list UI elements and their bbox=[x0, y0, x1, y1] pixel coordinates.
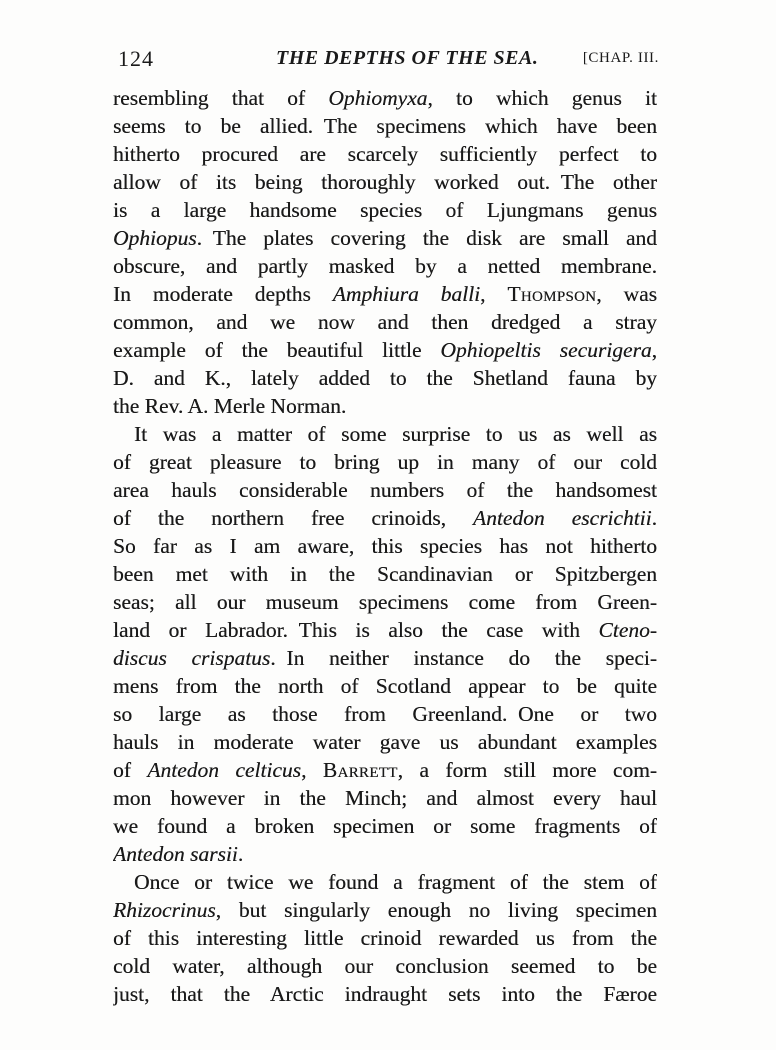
text-run: hitherto procured are scarcely sufficiently perfect to bbox=[113, 142, 657, 166]
text-run: obscure, and partly masked by a netted membrane. bbox=[113, 254, 657, 278]
body-line bbox=[113, 336, 657, 364]
text-run: D. and K., lately added to the Shetland fauna by bbox=[113, 366, 657, 390]
text-run: Ophiopeltis securigera bbox=[440, 338, 652, 362]
body-line bbox=[113, 812, 657, 840]
text-run: the Rev. A. Merle Norman. bbox=[113, 394, 347, 418]
text-block bbox=[113, 84, 657, 1008]
text-run: , bbox=[480, 282, 508, 306]
text-run: . bbox=[237, 842, 244, 866]
text-run: mens from the north of Scotland appear to be quite bbox=[113, 674, 657, 698]
body-line bbox=[113, 364, 657, 392]
text-run: Cteno- bbox=[598, 618, 657, 642]
text-run: It was a matter of some surprise to us as well as bbox=[134, 422, 657, 446]
text-run: seas; all our museum specimens come from Green- bbox=[113, 590, 657, 614]
body-line bbox=[113, 616, 657, 644]
text-run: . The plates covering the disk are small and bbox=[196, 226, 657, 250]
page-header bbox=[0, 0, 776, 80]
text-run: . In neither instance do the speci- bbox=[270, 646, 657, 670]
text-run: , a form still more com- bbox=[397, 758, 657, 782]
body-line bbox=[113, 672, 657, 700]
text-run: . bbox=[651, 506, 657, 530]
body-line bbox=[113, 644, 657, 672]
body-line bbox=[113, 504, 657, 532]
text-run: is a large handsome species of Ljungmans genus bbox=[113, 198, 657, 222]
body-line bbox=[113, 112, 657, 140]
body-line bbox=[113, 588, 657, 616]
text-run: Antedon celticus bbox=[147, 758, 302, 782]
text-run: , to which genus it bbox=[427, 86, 657, 110]
text-run: cold water, although our conclusion seemed to be bbox=[113, 954, 657, 978]
text-run: so large as those from Greenland. One or two bbox=[113, 702, 657, 726]
text-run: of the northern free crinoids, bbox=[113, 506, 473, 530]
text-run: Antedon escrichtii bbox=[472, 506, 652, 530]
chapter-label: [CHAP. III. bbox=[582, 50, 659, 66]
text-run: Ophiomyxa bbox=[328, 86, 428, 110]
text-run: , was bbox=[596, 282, 657, 306]
body-line bbox=[113, 980, 657, 1008]
body-line bbox=[113, 952, 657, 980]
text-run: Once or twice we found a fragment of the stem of bbox=[134, 870, 657, 894]
text-run: been met with in the Scandinavian or Spitzbergen bbox=[113, 562, 657, 586]
text-run: So far as I am aware, this species has not hitherto bbox=[113, 534, 657, 558]
body-line bbox=[113, 784, 657, 812]
body-line bbox=[113, 896, 657, 924]
body-line bbox=[113, 392, 657, 420]
text-run: example of the beautiful little bbox=[113, 338, 441, 362]
body-line bbox=[113, 448, 657, 476]
body-line bbox=[113, 868, 657, 896]
body-line bbox=[113, 252, 657, 280]
body-line bbox=[113, 308, 657, 336]
body-line bbox=[113, 756, 657, 784]
body-line bbox=[113, 280, 657, 308]
body-line bbox=[113, 532, 657, 560]
body-line bbox=[113, 840, 657, 868]
body-line bbox=[113, 924, 657, 952]
text-run: common, and we now and then dredged a stray bbox=[113, 310, 657, 334]
body-line bbox=[113, 728, 657, 756]
text-run: , but singularly enough no living specimen bbox=[215, 898, 657, 922]
text-run: we found a broken specimen or some fragments of bbox=[113, 814, 657, 838]
running-title: THE DEPTHS OF THE SEA. bbox=[276, 47, 539, 69]
text-run: hauls in moderate water gave us abundant examples bbox=[113, 730, 657, 754]
text-run: allow of its being thoroughly worked out. The other bbox=[113, 170, 657, 194]
text-run: mon however in the Minch; and almost every haul bbox=[113, 786, 657, 810]
body-line bbox=[113, 700, 657, 728]
text-run: of great pleasure to bring up in many of our cold bbox=[113, 450, 657, 474]
text-run: In moderate depths bbox=[113, 282, 333, 306]
body-line bbox=[113, 196, 657, 224]
text-run: Amphiura balli bbox=[332, 282, 481, 306]
text-run: discus crispatus bbox=[113, 646, 271, 670]
body-line bbox=[113, 476, 657, 504]
text-run: , bbox=[651, 338, 657, 362]
text-run: , bbox=[301, 758, 323, 782]
page-number: 124 bbox=[118, 46, 154, 71]
body-line bbox=[113, 84, 657, 112]
body-line bbox=[113, 140, 657, 168]
text-run: of bbox=[113, 758, 148, 782]
body-line bbox=[113, 168, 657, 196]
text-run: Antedon sarsii bbox=[113, 842, 238, 866]
text-run: Rhizocrinus bbox=[113, 898, 216, 922]
body-line bbox=[113, 560, 657, 588]
text-run: Thompson bbox=[507, 282, 597, 306]
text-run: Barrett bbox=[322, 758, 398, 782]
text-run: Ophiopus bbox=[113, 226, 197, 250]
text-run: area hauls considerable numbers of the handsomest bbox=[113, 478, 657, 502]
text-run: seems to be allied. The specimens which have been bbox=[113, 114, 657, 138]
body-line bbox=[113, 420, 657, 448]
body-line bbox=[113, 224, 657, 252]
text-run: land or Labrador. This is also the case with bbox=[113, 618, 599, 642]
text-run: of this interesting little crinoid rewarded us from the bbox=[113, 926, 657, 950]
text-run: just, that the Arctic indraught sets into the Færoe bbox=[113, 982, 657, 1006]
text-run: resembling that of bbox=[113, 86, 329, 110]
